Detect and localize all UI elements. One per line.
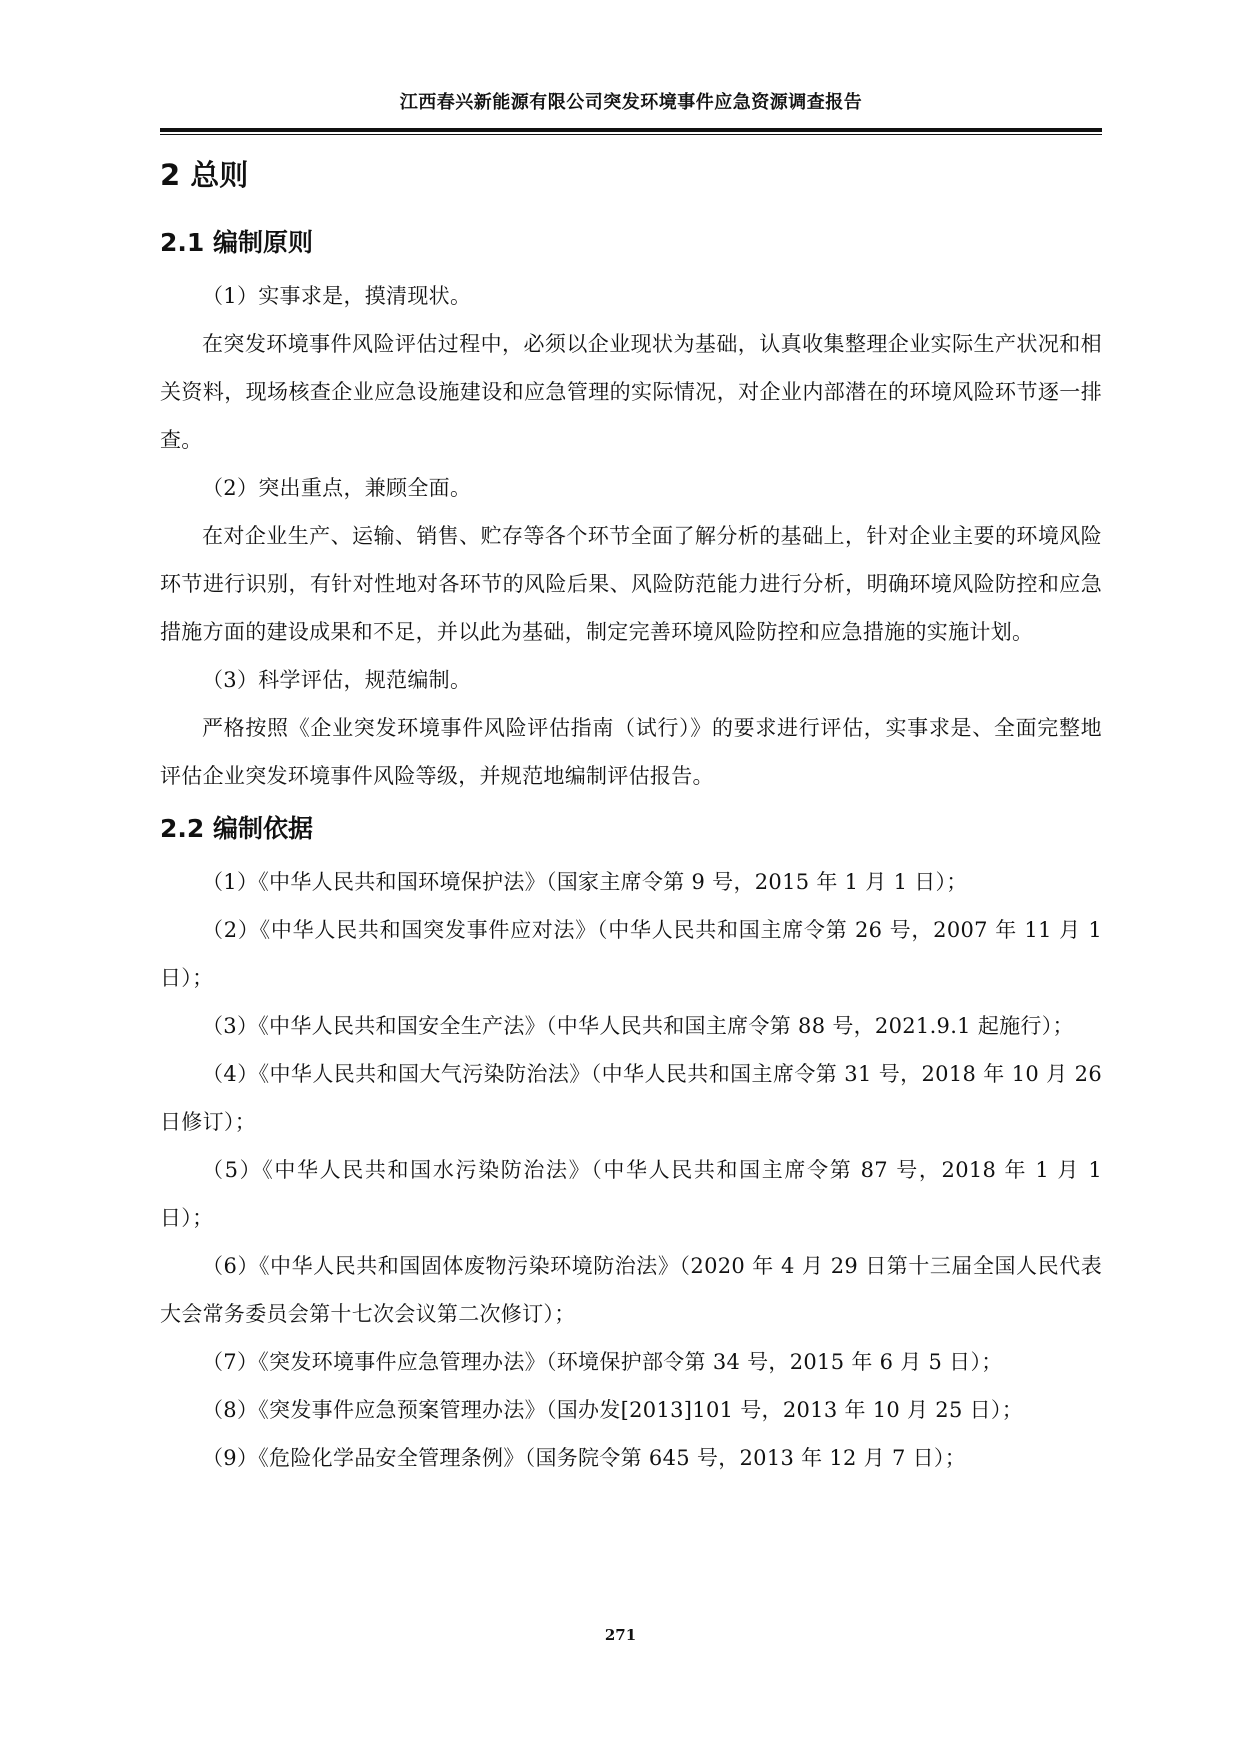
section-title-2-1: 2.1 编制原则 xyxy=(160,228,313,257)
paragraph: 在突发环境事件风险评估过程中，必须以企业现状为基础，认真收集整理企业实际生产状况和相关资料，现场核查企业应急设施建设和应急管理的实际情况，对企业内部潜在的环境风险环节逐一排查。 xyxy=(160,332,1102,452)
paragraph: （1）实事求是，摸清现状。 xyxy=(202,284,472,308)
running-header: 江西春兴新能源有限公司突发环境事件应急资源调查报告 xyxy=(399,92,863,113)
header-rule xyxy=(160,128,1102,132)
reference-item: （6）《中华人民共和国固体废物污染环境防治法》（2020 年 4 月 29 日第十三届全国人民代表大会常务委员会第十七次会议第二次修订）； xyxy=(160,1254,1102,1326)
reference-item: （4）《中华人民共和国大气污染防治法》（中华人民共和国主席令第 31 号，2018 年 10 月 26 日修订）； xyxy=(160,1062,1102,1134)
paragraph: （3）科学评估，规范编制。 xyxy=(202,668,472,692)
paragraph: （2）突出重点，兼顾全面。 xyxy=(202,476,472,500)
reference-item: （3）《中华人民共和国安全生产法》（中华人民共和国主席令第 88 号，2021.9.1 起施行）； xyxy=(202,1014,1074,1038)
section-title-2-2: 2.2 编制依据 xyxy=(160,814,313,843)
reference-item: （2）《中华人民共和国突发事件应对法》（中华人民共和国主席令第 26 号，2007 年 11 月 1 日）； xyxy=(160,918,1102,990)
page-content xyxy=(160,150,1102,1482)
page-number: 271 xyxy=(604,1626,637,1644)
reference-item: （9）《危险化学品安全管理条例》（国务院令第 645 号，2013 年 12 月 7 日）； xyxy=(202,1446,966,1470)
paragraph: 严格按照《企业突发环境事件风险评估指南（试行）》的要求进行评估，实事求是、全面完整地评估企业突发环境事件风险等级，并规范地编制评估报告。 xyxy=(160,716,1102,788)
header-rule-thin xyxy=(160,134,1102,135)
paragraph: 在对企业生产、运输、销售、贮存等各个环节全面了解分析的基础上，针对企业主要的环境风险环节进行识别，有针对性地对各环节的风险后果、风险防范能力进行分析，明确环境风险防控和应急措施方面的建设成果和不足，并以此为基础，制定完善环境风险防控和应急措施的实施计划。 xyxy=(160,524,1102,644)
reference-item: （1）《中华人民共和国环境保护法》（国家主席令第 9 号，2015 年 1 月 1 日）； xyxy=(202,870,968,894)
reference-item: （5）《中华人民共和国水污染防治法》（中华人民共和国主席令第 87 号，2018 年 1 月 1 日）； xyxy=(160,1158,1102,1230)
chapter-title: 2 总则 xyxy=(160,158,249,192)
reference-item: （8）《突发事件应急预案管理办法》（国办发[2013]101 号，2013 年 10 月 25 日）； xyxy=(202,1398,1024,1422)
reference-item: （7）《突发环境事件应急管理办法》（环境保护部令第 34 号，2015 年 6 月 5 日）； xyxy=(202,1350,1003,1374)
